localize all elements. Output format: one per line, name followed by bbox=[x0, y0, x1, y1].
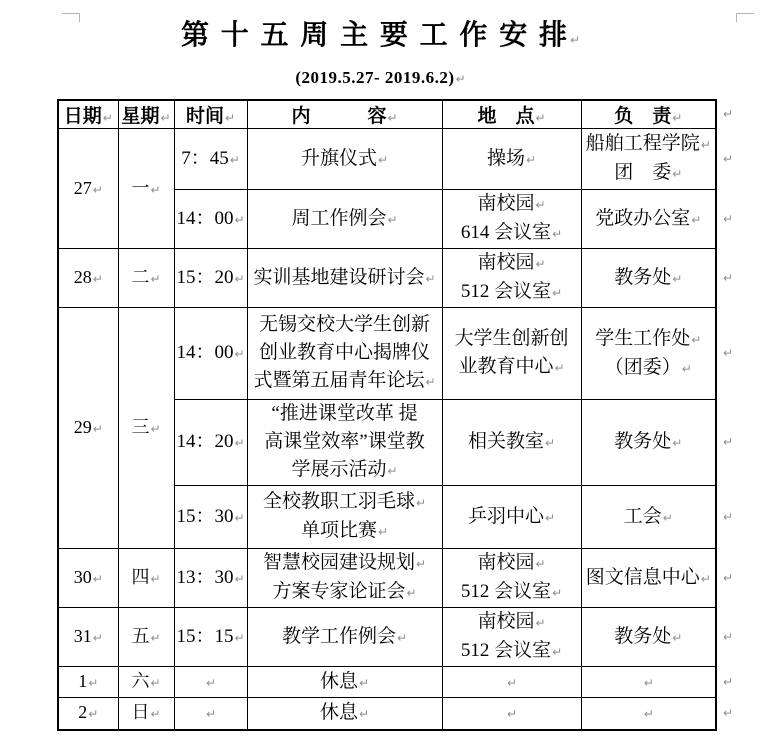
cell-text: 30 bbox=[73, 567, 92, 587]
cell-text: 船舶工程学院 bbox=[585, 133, 700, 154]
title-text: 第 十 五 周 主 要 工 作 安 排 bbox=[180, 19, 569, 50]
cell-line bbox=[176, 623, 246, 652]
cell-line bbox=[444, 249, 580, 278]
header-cell bbox=[58, 100, 118, 129]
cell-text: 相关教室 bbox=[467, 431, 544, 452]
header-text: 负 责 bbox=[614, 106, 672, 127]
cell-line bbox=[583, 325, 715, 354]
paragraph-mark-icon: ↵ bbox=[234, 510, 245, 525]
cell-text: 大学生创新创 bbox=[454, 328, 569, 349]
cell-line bbox=[176, 264, 246, 293]
document-page bbox=[0, 13, 761, 740]
cell-line bbox=[60, 667, 117, 697]
owner-cell bbox=[581, 698, 716, 730]
subtitle-text: (2019.5.27- 2019.6.2) bbox=[295, 68, 455, 87]
time-cell bbox=[174, 190, 247, 249]
cell-line bbox=[120, 263, 173, 293]
date-cell bbox=[58, 698, 118, 730]
row-end-mark-icon: ↵ bbox=[723, 706, 734, 720]
owner-cell bbox=[581, 486, 716, 549]
cell-text: 31 bbox=[73, 626, 92, 646]
cell-text: 团 委 bbox=[614, 162, 672, 183]
weekday-cell bbox=[118, 249, 174, 308]
paragraph-mark-icon: ↵ bbox=[552, 586, 563, 600]
schedule-table-wrap bbox=[57, 99, 757, 731]
cell-line bbox=[444, 608, 580, 637]
paragraph-mark-icon: ↵ bbox=[535, 198, 546, 212]
row-end-mark-icon: ↵ bbox=[723, 629, 734, 644]
paragraph-mark-icon: ↵ bbox=[525, 152, 537, 167]
cell-text: 512 会议室 bbox=[460, 581, 552, 602]
cell-line bbox=[249, 367, 441, 396]
table-row bbox=[58, 698, 716, 730]
cell-line bbox=[249, 517, 441, 546]
paragraph-mark-icon: ↵ bbox=[552, 645, 563, 659]
header-text: 时间 bbox=[185, 106, 224, 127]
cell-line bbox=[444, 353, 580, 382]
cell-line bbox=[60, 622, 117, 652]
cell-text: 学展示活动 bbox=[291, 459, 387, 480]
cell-line bbox=[249, 456, 441, 485]
cell-text: 图文信息中心 bbox=[585, 566, 700, 588]
cell-text: 614 会议室 bbox=[460, 222, 552, 243]
cell-text: 学生工作处 bbox=[595, 327, 691, 349]
paragraph-mark-icon: ↵ bbox=[150, 631, 161, 645]
paragraph-mark-icon: ↵ bbox=[425, 375, 436, 389]
paragraph-mark-icon: ↵ bbox=[544, 436, 556, 450]
content-cell bbox=[247, 698, 442, 730]
header-text: 日期 bbox=[63, 106, 102, 127]
content-cell bbox=[247, 667, 442, 698]
cell-text: 休息 bbox=[319, 670, 358, 692]
paragraph-mark-icon: ↵ bbox=[150, 676, 161, 690]
row-end-mark-icon: ↵ bbox=[723, 106, 734, 121]
cell-line bbox=[176, 428, 246, 457]
cell-line bbox=[583, 623, 715, 652]
weekday-cell bbox=[118, 308, 174, 549]
header-cell bbox=[174, 100, 247, 129]
paragraph-mark-icon: ↵ bbox=[672, 167, 683, 181]
paragraph-mark-icon: ↵ bbox=[387, 212, 398, 227]
cell-text: 业教育中心 bbox=[458, 356, 554, 377]
cell-line bbox=[60, 263, 117, 293]
cell-line bbox=[444, 503, 580, 532]
paragraph-mark-icon: ↵ bbox=[377, 152, 389, 167]
cell-line bbox=[444, 699, 580, 728]
cell-text: 2 bbox=[78, 702, 88, 723]
content-cell bbox=[247, 608, 442, 667]
paragraph-mark-icon: ↵ bbox=[150, 707, 161, 722]
cell-line bbox=[249, 205, 441, 234]
cell-text: 无锡交校大学生创新 bbox=[258, 314, 430, 335]
paragraph-mark-icon: ↵ bbox=[102, 111, 113, 125]
cell-text: （团委） bbox=[604, 356, 681, 378]
paragraph-mark-icon: ↵ bbox=[691, 212, 702, 227]
cell-line bbox=[583, 428, 715, 457]
document-title bbox=[0, 13, 761, 53]
paragraph-mark-icon: ↵ bbox=[662, 510, 673, 525]
cell-line bbox=[176, 503, 246, 532]
place-cell bbox=[442, 608, 581, 667]
owner-cell bbox=[581, 549, 716, 608]
paragraph-mark-icon: ↵ bbox=[234, 212, 245, 227]
row-end-mark-icon: ↵ bbox=[723, 509, 734, 524]
paragraph-mark-icon: ↵ bbox=[406, 586, 417, 600]
cell-line bbox=[120, 698, 173, 728]
cell-text: 南校园 bbox=[477, 552, 535, 573]
cell-line bbox=[249, 339, 441, 367]
cell-text: 高课堂效率”课堂教 bbox=[264, 431, 425, 452]
table-row bbox=[58, 249, 716, 308]
paragraph-mark-icon: ↵ bbox=[700, 571, 711, 586]
cell-line bbox=[176, 699, 246, 728]
time-cell bbox=[174, 698, 247, 730]
schedule-table bbox=[57, 99, 717, 731]
row-end-mark-icon: ↵ bbox=[723, 151, 734, 166]
cell-line bbox=[60, 563, 117, 593]
owner-cell bbox=[581, 400, 716, 486]
content-cell bbox=[247, 190, 442, 249]
row-end-mark-icon: ↵ bbox=[723, 570, 734, 585]
place-cell bbox=[442, 549, 581, 608]
header-text: 地 点 bbox=[477, 106, 535, 127]
cell-line bbox=[583, 159, 715, 188]
cell-line bbox=[444, 219, 580, 248]
cell-text: 式暨第五届青年论坛 bbox=[253, 370, 425, 391]
paragraph-mark-icon: ↵ bbox=[92, 572, 103, 586]
cell-text: 教学工作例会 bbox=[281, 625, 396, 647]
cell-text: 二 bbox=[131, 267, 150, 287]
cell-text: 方案专家论证会 bbox=[272, 581, 406, 602]
paragraph-mark-icon: ↵ bbox=[506, 675, 518, 690]
cell-text: 1 bbox=[78, 671, 88, 691]
cell-text: 工会 bbox=[623, 505, 662, 527]
cell-line bbox=[444, 325, 580, 353]
page-corner-mark-right-icon bbox=[736, 13, 754, 22]
cell-line bbox=[60, 413, 117, 443]
table-row bbox=[58, 549, 716, 608]
paragraph-mark-icon: ↵ bbox=[552, 286, 563, 300]
cell-line bbox=[444, 668, 580, 697]
cell-line bbox=[176, 564, 246, 593]
paragraph-mark-icon: ↵ bbox=[92, 631, 103, 645]
cell-line bbox=[120, 413, 173, 443]
place-cell bbox=[442, 400, 581, 486]
cell-line bbox=[176, 205, 246, 234]
cell-text: 28 bbox=[73, 267, 92, 287]
cell-text: 党政办公室 bbox=[595, 207, 691, 229]
cell-text: 日 bbox=[131, 702, 150, 723]
cell-text: 单项比赛 bbox=[300, 520, 377, 541]
cell-line bbox=[249, 578, 441, 607]
cell-line bbox=[583, 264, 715, 293]
row-end-mark-icon: ↵ bbox=[723, 270, 734, 285]
page-corner-mark-left-icon bbox=[62, 13, 80, 22]
cell-text: 13：30 bbox=[176, 566, 234, 588]
cell-line bbox=[120, 174, 173, 204]
time-cell bbox=[174, 129, 247, 190]
content-cell bbox=[247, 129, 442, 190]
date-cell bbox=[58, 608, 118, 667]
cell-line bbox=[583, 668, 715, 697]
weekday-cell bbox=[118, 129, 174, 249]
paragraph-mark-icon: ↵ bbox=[205, 675, 217, 690]
date-cell bbox=[58, 308, 118, 549]
cell-line bbox=[444, 549, 580, 578]
cell-text: 五 bbox=[131, 626, 150, 646]
cell-text: 15：30 bbox=[176, 505, 234, 527]
paragraph-mark-icon: ↵ bbox=[234, 436, 245, 450]
weekday-cell bbox=[118, 549, 174, 608]
place-cell bbox=[442, 190, 581, 249]
paragraph-mark-icon: ↵ bbox=[506, 706, 518, 721]
paragraph-mark-icon: ↵ bbox=[415, 496, 427, 510]
time-cell bbox=[174, 249, 247, 308]
paragraph-mark-icon: ↵ bbox=[92, 182, 103, 197]
cell-line bbox=[444, 578, 580, 607]
time-cell bbox=[174, 549, 247, 608]
cell-text: 512 会议室 bbox=[460, 281, 552, 302]
cell-text: 教务处 bbox=[614, 431, 672, 452]
cell-line bbox=[249, 145, 441, 174]
time-cell bbox=[174, 667, 247, 698]
cell-line bbox=[176, 339, 246, 368]
cell-text: 南校园 bbox=[477, 611, 535, 632]
cell-line bbox=[249, 428, 441, 456]
weekday-cell bbox=[118, 608, 174, 667]
owner-cell bbox=[581, 667, 716, 698]
time-cell bbox=[174, 308, 247, 400]
cell-text: 操场 bbox=[486, 147, 525, 169]
cell-text: 512 会议室 bbox=[460, 640, 552, 661]
place-cell bbox=[442, 129, 581, 190]
cell-text: 教务处 bbox=[614, 625, 672, 647]
header-cell bbox=[247, 100, 442, 129]
cell-line bbox=[249, 623, 441, 652]
header-text: 内 容 bbox=[291, 106, 387, 127]
cell-text: “推进课堂改革 提 bbox=[271, 403, 418, 424]
paragraph-mark-icon: ↵ bbox=[150, 182, 161, 197]
place-cell bbox=[442, 486, 581, 549]
paragraph-mark-icon: ↵ bbox=[387, 464, 398, 478]
document-subtitle bbox=[0, 68, 761, 88]
paragraph-mark-icon: ↵ bbox=[88, 676, 99, 690]
paragraph-mark-icon: ↵ bbox=[234, 630, 245, 645]
cell-text: 休息 bbox=[319, 701, 358, 723]
cell-text: 14：00 bbox=[176, 342, 234, 363]
row-end-mark-icon: ↵ bbox=[723, 435, 734, 449]
cell-line bbox=[583, 205, 715, 234]
cell-line bbox=[120, 667, 173, 697]
cell-line bbox=[249, 668, 441, 697]
paragraph-mark-icon: ↵ bbox=[229, 152, 240, 167]
table-row bbox=[58, 129, 716, 190]
cell-line bbox=[249, 311, 441, 339]
owner-cell bbox=[581, 129, 716, 190]
content-cell bbox=[247, 308, 442, 400]
table-row bbox=[58, 667, 716, 698]
cell-line bbox=[176, 145, 246, 174]
cell-line bbox=[249, 400, 441, 428]
paragraph-mark-icon: ↵ bbox=[535, 111, 546, 125]
content-cell bbox=[247, 249, 442, 308]
cell-text: 智慧校园建设规划 bbox=[262, 552, 415, 573]
header-cell bbox=[118, 100, 174, 129]
cell-text: 7：45 bbox=[181, 147, 229, 169]
header-cell bbox=[581, 100, 716, 129]
paragraph-mark-icon: ↵ bbox=[358, 675, 370, 690]
cell-text: 南校园 bbox=[477, 193, 535, 214]
owner-cell bbox=[581, 249, 716, 308]
cell-text: 乒羽中心 bbox=[467, 505, 544, 527]
time-cell bbox=[174, 400, 247, 486]
cell-text: 27 bbox=[73, 177, 92, 198]
cell-text: 三 bbox=[131, 417, 150, 437]
paragraph-mark-icon: ↵ bbox=[569, 33, 581, 47]
table-row bbox=[58, 608, 716, 667]
date-cell bbox=[58, 249, 118, 308]
cell-line bbox=[444, 637, 580, 666]
cell-text: 实训基地建设研讨会 bbox=[253, 266, 425, 288]
header-cell bbox=[442, 100, 581, 129]
paragraph-mark-icon: ↵ bbox=[672, 630, 683, 645]
paragraph-mark-icon: ↵ bbox=[396, 630, 408, 645]
content-cell bbox=[247, 400, 442, 486]
row-end-mark-icon: ↵ bbox=[723, 211, 734, 226]
paragraph-mark-icon: ↵ bbox=[552, 227, 563, 241]
place-cell bbox=[442, 308, 581, 400]
paragraph-mark-icon: ↵ bbox=[92, 422, 103, 436]
cell-line bbox=[249, 699, 441, 728]
paragraph-mark-icon: ↵ bbox=[150, 272, 161, 286]
cell-line bbox=[249, 549, 441, 578]
cell-text: 四 bbox=[131, 567, 150, 587]
paragraph-mark-icon: ↵ bbox=[234, 571, 245, 586]
cell-line bbox=[583, 699, 715, 728]
paragraph-mark-icon: ↵ bbox=[643, 675, 654, 690]
table-row bbox=[58, 308, 716, 400]
header-row bbox=[58, 100, 716, 129]
cell-text: 六 bbox=[131, 671, 150, 691]
date-cell bbox=[58, 129, 118, 249]
paragraph-mark-icon: ↵ bbox=[691, 332, 702, 347]
cell-text: 15：15 bbox=[176, 625, 234, 647]
paragraph-mark-icon: ↵ bbox=[672, 436, 683, 450]
header-text: 星期 bbox=[121, 106, 160, 127]
place-cell bbox=[442, 249, 581, 308]
paragraph-mark-icon: ↵ bbox=[205, 706, 217, 721]
cell-text: 周工作例会 bbox=[291, 207, 387, 229]
cell-line bbox=[444, 190, 580, 219]
cell-line bbox=[583, 130, 715, 159]
paragraph-mark-icon: ↵ bbox=[415, 557, 427, 571]
cell-line bbox=[444, 145, 580, 174]
cell-line bbox=[583, 564, 715, 593]
cell-text: 14：00 bbox=[176, 207, 234, 229]
paragraph-mark-icon: ↵ bbox=[643, 706, 654, 721]
paragraph-mark-icon: ↵ bbox=[88, 707, 99, 722]
time-cell bbox=[174, 608, 247, 667]
paragraph-mark-icon: ↵ bbox=[544, 510, 556, 525]
paragraph-mark-icon: ↵ bbox=[535, 557, 546, 571]
place-cell bbox=[442, 667, 581, 698]
cell-text: 创业教育中心揭牌仪 bbox=[258, 342, 430, 363]
paragraph-mark-icon: ↵ bbox=[234, 271, 245, 286]
cell-line bbox=[120, 622, 173, 652]
paragraph-mark-icon: ↵ bbox=[358, 706, 370, 721]
cell-line bbox=[249, 488, 441, 517]
cell-text: 15：20 bbox=[176, 266, 234, 288]
cell-line bbox=[583, 354, 715, 383]
paragraph-mark-icon: ↵ bbox=[234, 347, 245, 361]
paragraph-mark-icon: ↵ bbox=[150, 422, 161, 436]
cell-text: 全校教职工羽毛球 bbox=[262, 491, 415, 512]
cell-line bbox=[583, 503, 715, 532]
paragraph-mark-icon: ↵ bbox=[377, 525, 389, 539]
cell-line bbox=[120, 563, 173, 593]
place-cell bbox=[442, 698, 581, 730]
paragraph-mark-icon: ↵ bbox=[681, 361, 692, 376]
owner-cell bbox=[581, 190, 716, 249]
cell-text: 南校园 bbox=[477, 252, 535, 273]
paragraph-mark-icon: ↵ bbox=[425, 271, 436, 286]
cell-text: 升旗仪式 bbox=[300, 147, 377, 169]
cell-line bbox=[444, 278, 580, 307]
paragraph-mark-icon: ↵ bbox=[92, 272, 103, 286]
paragraph-mark-icon: ↵ bbox=[387, 111, 398, 125]
paragraph-mark-icon: ↵ bbox=[554, 361, 565, 375]
date-cell bbox=[58, 667, 118, 698]
weekday-cell bbox=[118, 667, 174, 698]
paragraph-mark-icon: ↵ bbox=[160, 111, 171, 125]
cell-line bbox=[249, 264, 441, 293]
content-cell bbox=[247, 486, 442, 549]
paragraph-mark-icon: ↵ bbox=[535, 257, 546, 271]
cell-text: 一 bbox=[131, 177, 150, 198]
cell-line bbox=[60, 174, 117, 204]
paragraph-mark-icon: ↵ bbox=[535, 616, 546, 630]
row-end-mark-icon: ↵ bbox=[723, 674, 734, 689]
cell-line bbox=[60, 698, 117, 728]
owner-cell bbox=[581, 308, 716, 400]
date-cell bbox=[58, 549, 118, 608]
cell-line bbox=[176, 668, 246, 697]
content-cell bbox=[247, 549, 442, 608]
cell-line bbox=[444, 428, 580, 457]
cell-text: 14：20 bbox=[176, 431, 234, 452]
weekday-cell bbox=[118, 698, 174, 730]
paragraph-mark-icon: ↵ bbox=[224, 111, 236, 125]
paragraph-mark-icon: ↵ bbox=[672, 271, 683, 286]
cell-text: 29 bbox=[73, 417, 92, 437]
paragraph-mark-icon: ↵ bbox=[700, 138, 711, 152]
paragraph-mark-icon: ↵ bbox=[672, 111, 683, 125]
owner-cell bbox=[581, 608, 716, 667]
paragraph-mark-icon: ↵ bbox=[455, 72, 466, 86]
paragraph-mark-icon: ↵ bbox=[150, 572, 161, 586]
row-end-mark-icon: ↵ bbox=[723, 346, 734, 360]
cell-text: 教务处 bbox=[614, 266, 672, 288]
time-cell bbox=[174, 486, 247, 549]
